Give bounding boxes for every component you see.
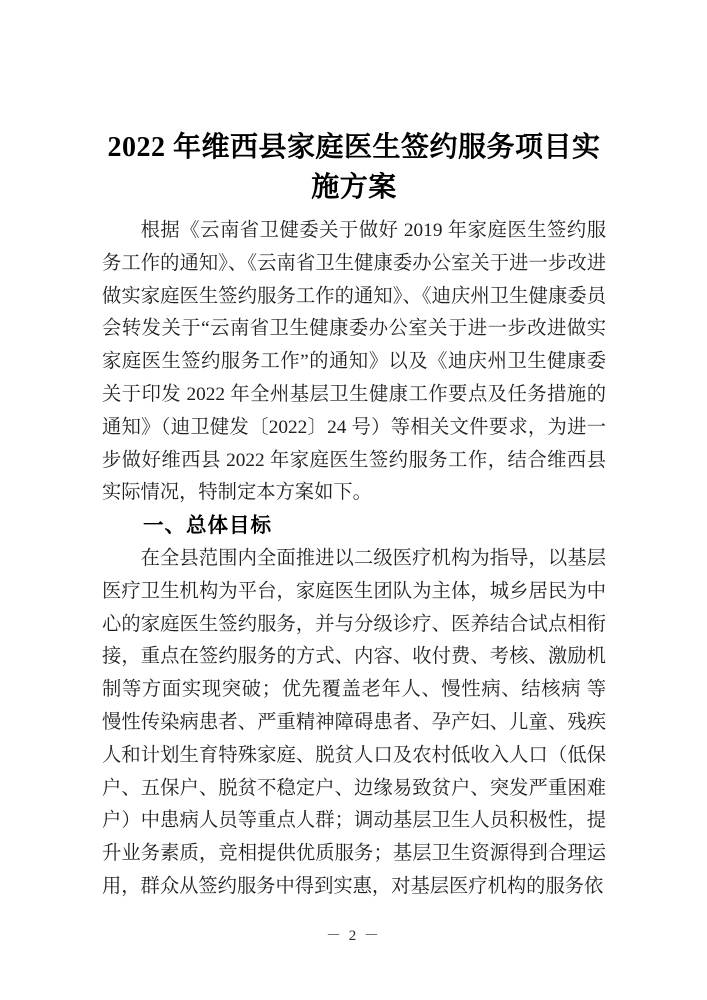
document-title: 2022 年维西县家庭医生签约服务项目实施方案	[107, 132, 601, 203]
paragraph-overall-goal: 在全县范围内全面推进以二级医疗机构为指导，以基层医疗卫生机构为平台，家庭医生团队为主体，城乡居民为中心的家庭医生签约服务，并与分级诊疗、医养结合试点相衔接，重点在签约服务的方式、内容、收付费、考核、激励机制等方面实现突破；优先覆盖老年人、慢性病、结核病 等慢性传染病患者、严重精神障碍患者、孕产妇、儿童、残疾人和计划生育特殊家庭、脱贫人口及农村低收入人口（低保户、五保户、脱贫不稳定户、边缘易致贫户、突发严重困难户）中患病人员等重点人群；调动基层卫生人员积极性，提升业务素质，竞相提供优质服务；基层卫生资源得到合理运用，群众从签约服务中得到实惠，对基层医疗机构的服务依	[102, 547, 606, 897]
section-heading-overall-goal: 一、总体目标	[143, 514, 272, 538]
page-number: － 2 －	[325, 928, 381, 944]
paragraph-basis: 根据《云南省卫健委关于做好 2019 年家庭医生签约服务工作的通知》、《云南省卫生健康委办公室关于进一步改进做实家庭医生签约服务工作的通知》、《迪庆州卫生健康委员会转发关于“云南省卫生健康委办公室关于进一步改进做实家庭医生签约服务工作”的通知》以及《迪庆州卫生健康委关于印发 2022 年全州基层卫生健康工作要点及任务措施的通知》（迪卫健发〔2022〕24 号）等相关文件要求，为进一步做好维西县 2022 年家庭医生签约服务工作，结合维西县实际情况，特制定本方案如下。	[102, 220, 606, 504]
